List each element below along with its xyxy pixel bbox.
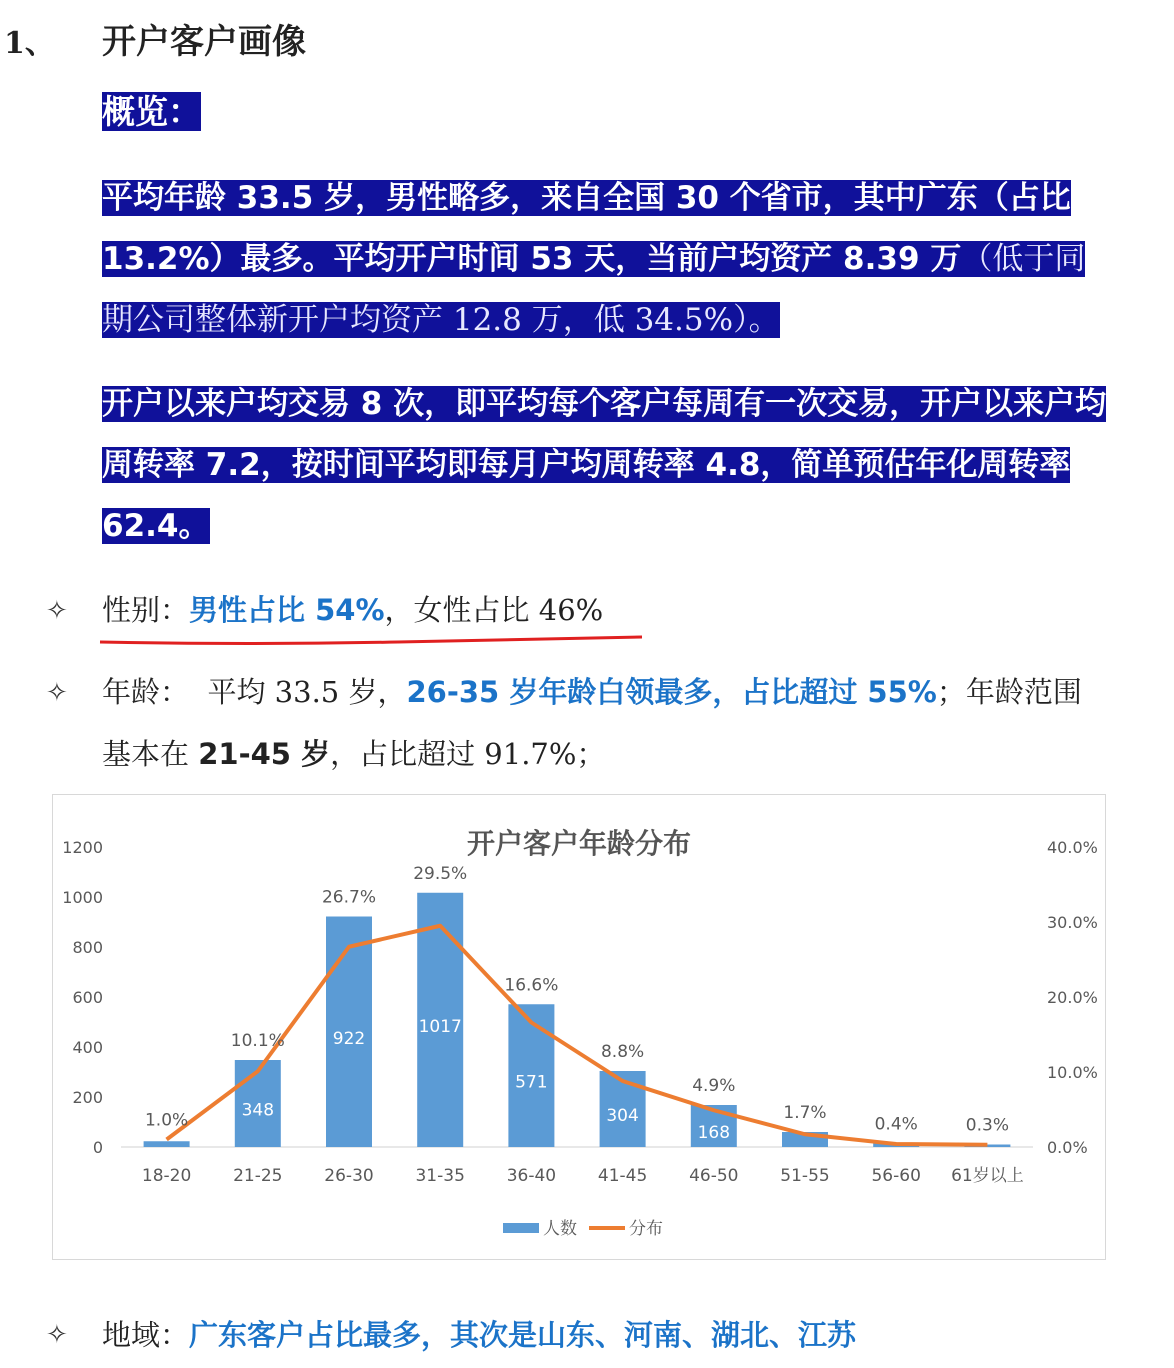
- bar-value-label: 1017: [418, 1016, 462, 1037]
- gender-male: 男性占比 54%: [189, 593, 385, 627]
- y-right-tick-label: 30.0%: [1047, 913, 1098, 932]
- chart-title: 开户客户年龄分布: [466, 827, 692, 860]
- overview-block: [102, 82, 1116, 142]
- y-left-tick-label: 0: [92, 1138, 103, 1157]
- bar-value-label: 168: [697, 1123, 731, 1143]
- summary-paragraph-2: [102, 374, 1116, 557]
- y-left-tick-label: 1200: [62, 838, 103, 857]
- x-tick-label: 36-40: [506, 1166, 557, 1186]
- y-left-tick-label: 200: [72, 1088, 103, 1107]
- y-left-tick-label: 400: [72, 1038, 103, 1057]
- percent-label: 4.9%: [692, 1076, 736, 1096]
- age-distribution-chart: [52, 794, 1106, 1260]
- age-line2-b: ，占比超过 91.7%；: [330, 737, 606, 771]
- percent-label: 16.6%: [504, 975, 559, 996]
- percent-label: 29.5%: [413, 863, 468, 884]
- age-label: 年龄：: [102, 675, 190, 709]
- summary-paragraph-1: [102, 168, 1116, 351]
- percent-label: 26.7%: [321, 887, 377, 908]
- percent-label: 10.1%: [230, 1031, 285, 1051]
- age-avg: 平均 33.5 岁，: [207, 675, 407, 709]
- summary-bold-text: 平均年龄 33.5 岁，男性略多，来自全国 30 个省市，其中广东（占比 13.2%）最多。平均开户时间 53 天，当前户均资产 8.39 万: [102, 180, 1071, 277]
- bar-value-label: 304: [606, 1106, 639, 1126]
- legend-bar-label: 人数: [543, 1219, 577, 1239]
- legend-line-label: 分布: [629, 1219, 663, 1239]
- y-right-tick-label: 10.0%: [1047, 1063, 1098, 1082]
- percent-label: 0.4%: [874, 1114, 918, 1135]
- x-tick-label: 31-35: [415, 1166, 465, 1186]
- y-right-tick-label: 40.0%: [1047, 838, 1098, 857]
- bullet-star-icon: ✧: [46, 1320, 68, 1350]
- bar-value-label: 348: [241, 1100, 275, 1121]
- age-highlight: 26-35 岁年龄白领最多，占比超过 55%: [406, 675, 937, 709]
- y-left-tick-label: 1000: [62, 888, 103, 907]
- age-line-1: [102, 662, 1132, 722]
- gender-sep: ，: [384, 593, 414, 627]
- age-range-bold: 21-45 岁: [198, 737, 331, 771]
- x-tick-label: 18-20: [141, 1166, 192, 1186]
- distribution-line: [167, 926, 988, 1145]
- gender-label: 性别：: [102, 593, 190, 627]
- bar: [144, 1141, 190, 1147]
- x-tick-label: 51-55: [780, 1166, 830, 1186]
- x-tick-label: 21-25: [233, 1166, 283, 1186]
- age-line2-a: 基本在: [102, 737, 199, 771]
- percent-label: 1.7%: [783, 1103, 827, 1123]
- region-label: 地域：: [102, 1318, 190, 1352]
- red-underline: [98, 632, 644, 646]
- x-tick-label: 56-60: [871, 1166, 921, 1186]
- y-right-tick-label: 0.0%: [1047, 1138, 1088, 1157]
- gender-line: [102, 580, 1132, 640]
- age-line-2: [102, 724, 1132, 784]
- bar-value-label: 922: [332, 1028, 366, 1049]
- percent-label: 0.3%: [965, 1115, 1010, 1136]
- x-tick-label: 41-45: [597, 1166, 648, 1186]
- y-left-tick-label: 600: [72, 988, 103, 1007]
- turnover-text: 开户以来户均交易 8 次，即平均每个客户每周有一次交易，开户以来户均周转率 7.2，按时间平均即每月户均周转率 4.8，简单预估年化周转率 62.4。: [102, 386, 1107, 544]
- section-title: 开户客户画像: [102, 22, 306, 62]
- x-tick-label: 61岁以上: [951, 1166, 1024, 1186]
- bullet-star-icon: ✧: [46, 596, 68, 626]
- percent-label: 8.8%: [600, 1042, 645, 1062]
- bullet-star-icon: ✧: [46, 678, 68, 708]
- percent-label: 1.0%: [144, 1110, 189, 1131]
- age-rest: ；年龄范围: [936, 675, 1082, 709]
- x-tick-label: 46-50: [689, 1166, 739, 1186]
- bar-value-label: 571: [515, 1072, 548, 1093]
- y-right-tick-label: 20.0%: [1047, 988, 1098, 1007]
- section-number: 1、: [4, 26, 55, 61]
- y-left-tick-label: 800: [72, 938, 103, 957]
- x-tick-label: 26-30: [324, 1166, 374, 1186]
- region-highlight: 广东客户占比最多，其次是山东、河南、湖北、江苏: [189, 1318, 857, 1352]
- region-line: [102, 1305, 1132, 1365]
- overview-label: 概览：: [102, 92, 201, 131]
- summary-light-text: （低于同期公司整体新开户均资产 12.8 万，低 34.5%）。: [102, 241, 1086, 338]
- chart-svg: [53, 795, 1105, 1259]
- gender-female: 女性占比 46%: [413, 593, 604, 627]
- legend-bar-swatch: [503, 1223, 539, 1233]
